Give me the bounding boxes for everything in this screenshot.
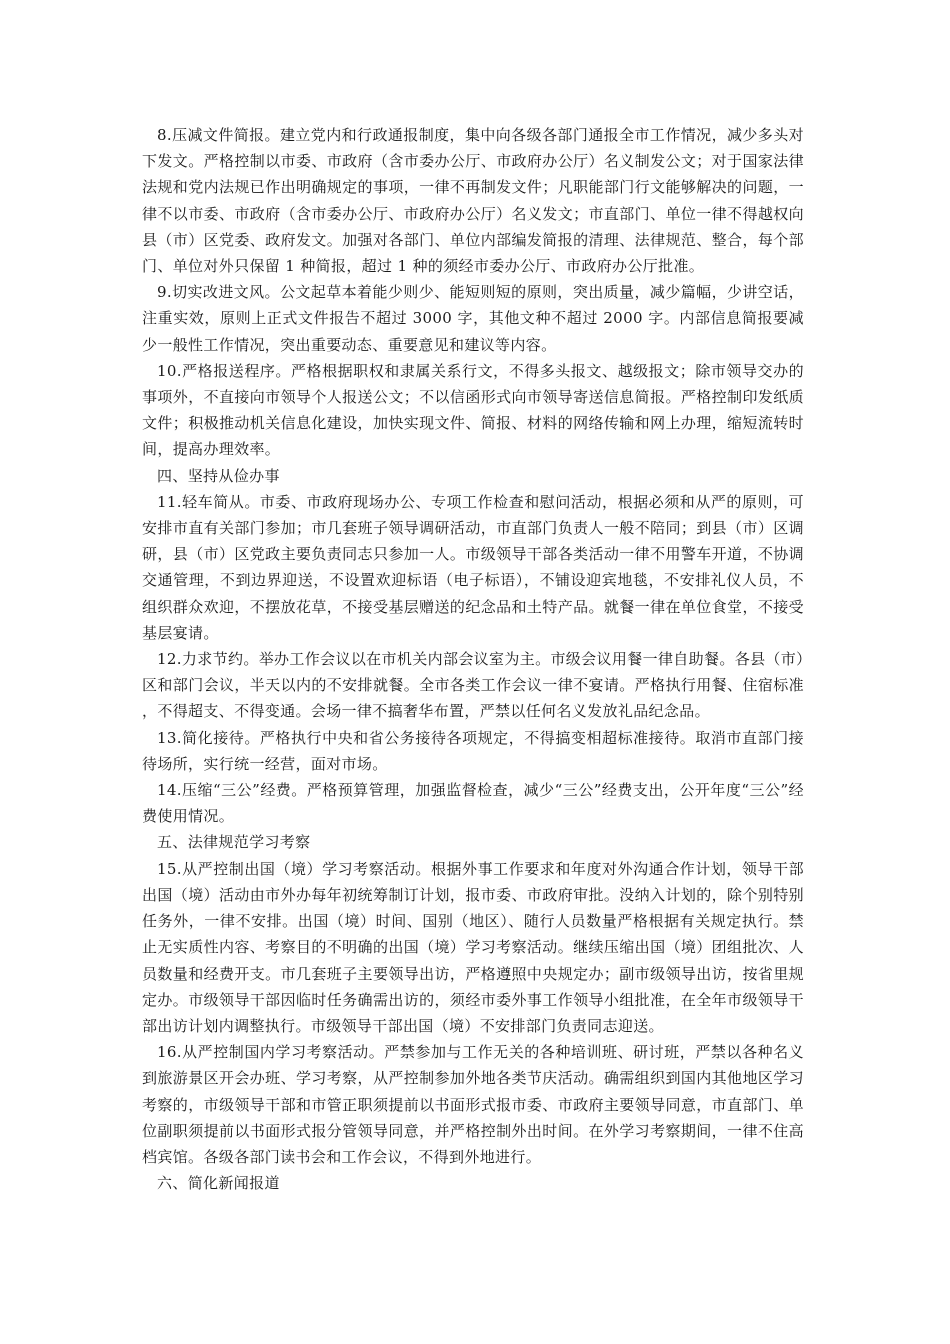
paragraph-item-13: 13.简化接待。严格执行中央和省公务接待各项规定，不得搞变相超标准接待。取消市直部门接待场所，实行统一经营，面对市场。: [142, 728, 804, 773]
paragraph-item-11: 11.轻车简从。市委、市政府现场办公、专项工作检查和慰问活动，根据必须和从严的原则，可安排市直有关部门参加；市几套班子领导调研活动，市直部门负责人一般不陪同；到县（市）区调研，县（市）区党政主要负责同志只参加一人。市级领导干部各类活动一律不用警车开道，不协调交通管理，不到边界迎送，不设置欢迎标语（电子标语），不铺设迎宾地毯，不安排礼仪人员，不组织群众欢迎，不摆放花草，不接受基层赠送的纪念品和土特产品。就餐一律在单位食堂，不接受基层宴请。: [142, 492, 804, 642]
section-heading-4: 四、坚持从俭办事: [157, 466, 280, 485]
paragraph-item-9: 9.切实改进文风。公文起草本着能少则少、能短则短的原则，突出质量，减少篇幅，少讲空话，注重实效，原则上正式文件报告不超过 3000 字，其他文种不超过 2000 字。内部信息简报要减少一般性工作情况，突出重要动态、重要意见和建议等内容。: [142, 283, 804, 354]
section-heading-6: 六、简化新闻报道: [157, 1174, 280, 1193]
paragraph-item-12: 12.力求节约。举办工作会议以在市机关内部会议室为主。市级会议用餐一律自助餐。各县（市）区和部门会议，半天以内的不安排就餐。全市各类工作会议一律不宴请。严格执行用餐、住宿标准，不得超支、不得变通。会场一律不搞奢华布置，严禁以任何名义发放礼品纪念品。: [142, 650, 804, 721]
paragraph-item-10: 10.严格报送程序。严格根据职权和隶属关系行文，不得多头报文、越级报文；除市领导交办的事项外，不直接向市领导个人报送公文；不以信函形式向市领导寄送信息简报。严格控制印发纸质文件；积极推动机关信息化建设，加快实现文件、简报、材料的网络传输和网上办理，缩短流转时间，提高办理效率。: [142, 361, 804, 459]
paragraph-item-8: 8.压减文件简报。建立党内和行政通报制度，集中向各级各部门通报全市工作情况，减少多头对下发文。严格控制以市委、市政府（含市委办公厅、市政府办公厅）名义制发公文；对于国家法律法规和党内法规已作出明确规定的事项，一律不再制发文件；凡职能部门行文能够解决的问题，一律不以市委、市政府（含市委办公厅、市政府办公厅）名义发文；市直部门、单位一律不得越权向县（市）区党委、政府发文。加强对各部门、单位内部编发简报的清理、法律规范、整合，每个部门、单位对外只保留 1 种简报，超过 1 种的须经市委办公厅、市政府办公厅批准。: [142, 126, 804, 276]
paragraph-item-16: 16.从严控制国内学习考察活动。严禁参加与工作无关的各种培训班、研讨班，严禁以各种名义到旅游景区开会办班、学习考察，从严控制参加外地各类节庆活动。确需组织到国内其他地区学习考察的，市级领导干部和市管正职须提前以书面形式报市委、市政府主要领导同意，市直部门、单位副职须提前以书面形式报分管领导同意，并严格控制外出时间。在外学习考察期间，一律不住高档宾馆。各级各部门读书会和工作会议，不得到外地进行。: [142, 1043, 804, 1166]
paragraph-item-15: 15.从严控制出国（境）学习考察活动。根据外事工作要求和年度对外沟通合作计划，领导干部出国（境）活动由市外办每年初统筹制订计划，报市委、市政府审批。没纳入计划的，除个别特别任务外，一律不安排。出国（境）时间、国别（地区）、随行人员数量严格根据有关规定执行。禁止无实质性内容、考察目的不明确的出国（境）学习考察活动。继续压缩出国（境）团组批次、人员数量和经费开支。市几套班子主要领导出访，严格遵照中央规定办；副市级领导出访，按省里规定办。市级领导干部因临时任务确需出访的，须经市委外事工作领导小组批准，在全年市级领导干部出访计划内调整执行。市级领导干部出国（境）不安排部门负责同志迎送。: [142, 859, 804, 1035]
section-heading-5: 五、法律规范学习考察: [157, 833, 311, 852]
paragraph-item-14: 14.压缩“三公”经费。严格预算管理，加强监督检查，减少“三公”经费支出，公开年度“三公”经费使用情况。: [142, 781, 804, 826]
document-body: [142, 122, 804, 1196]
